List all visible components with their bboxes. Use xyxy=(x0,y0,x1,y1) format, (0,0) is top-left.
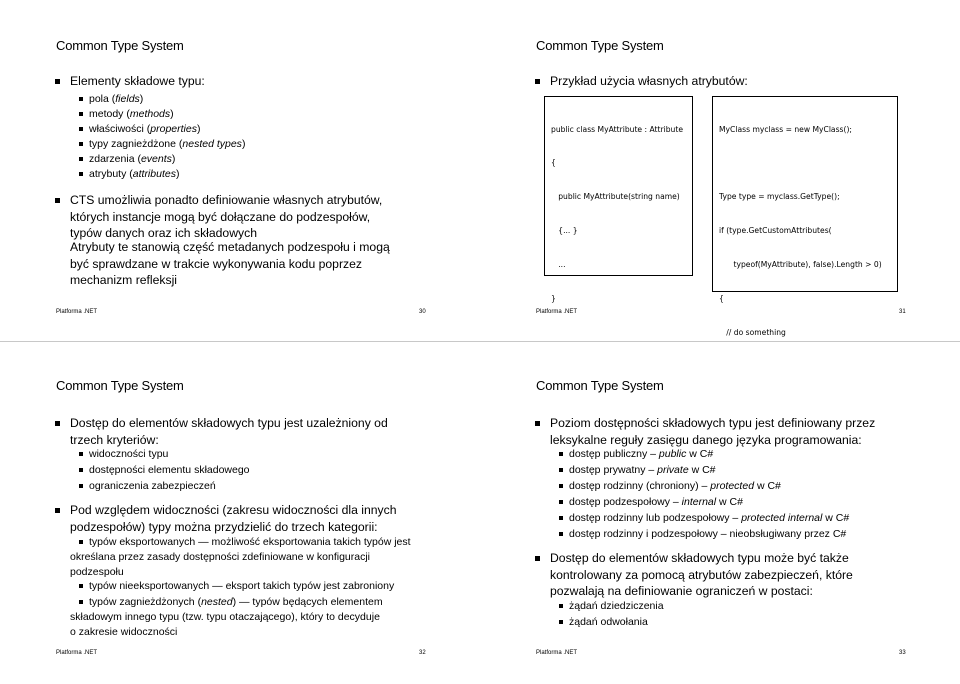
slide-32 xyxy=(0,342,480,684)
slide-title: Common Type System xyxy=(536,38,664,53)
code-block-attribute-definition: public class MyAttribute : Attribute { public MyAttribute(string name) {... } ... } xyxy=(544,96,693,276)
paragraph-metadata: Atrybuty te stanowią część metadanych podzespołu i mogą być sprawdzane w trakcie wykonywania kodu poprzez mechanizm refleksji xyxy=(70,240,390,287)
bullet-type-visibility: widoczności typu xyxy=(89,448,169,460)
bullet-events: zdarzenia (events) xyxy=(89,153,176,165)
slide-33 xyxy=(480,342,960,684)
bullet-non-exported-types: typów nieeksportowanych — eksport takich typów jest zabroniony xyxy=(89,580,395,592)
bullet-attributes: atrybuty (attributes) xyxy=(89,168,180,180)
bullet-protected-internal-access: dostęp rodzinny lub podzespołowy – protected internal w C# xyxy=(569,512,850,524)
bullet-internal-access: dostęp podzespołowy – internal w C# xyxy=(569,496,743,508)
slide-31 xyxy=(480,0,960,342)
bullet-exported-types: typów eksportowanych — możliwość eksportowania takich typów jest określana przez zasady dostępności zdefiniowane w konfiguracji podzespołu xyxy=(70,536,411,578)
slide-title: Common Type System xyxy=(536,378,664,393)
bullet-private-access: dostęp prywatny – private w C# xyxy=(569,464,716,476)
bullet-member-accessibility: dostępności elementu składowego xyxy=(89,464,250,476)
bullet-cts-attributes: CTS umożliwia ponadto definiowanie własnych atrybutów, których instancje mogą być dołączane do podzespołów, typów danych oraz ich składowych xyxy=(70,193,383,240)
page-number: 30 xyxy=(419,309,426,315)
footer-label: Platforma .NET xyxy=(536,309,578,315)
bullet-access-criteria: Dostęp do elementów składowych typu jest uzależniony od trzech kryteriów: xyxy=(70,416,388,447)
bullet-protected-access: dostęp rodzinny (chroniony) – protected w C# xyxy=(569,480,781,492)
bullet-properties: właściwości (properties) xyxy=(89,123,201,135)
bullet-nested-types: typów zagnieżdżonych (nested) — typów będących elementem składowym innego typu (tzw. typu otaczającego), który to decyduje o zakresie widoczności xyxy=(70,596,383,638)
code-block-attribute-usage: MyClass myclass = new MyClass(); Type type = myclass.GetType(); if (type.GetCustomAttributes( typeof(MyAttribute), false).Length > 0) { // do something xyxy=(712,96,898,292)
bullet-security-constraints: ograniczenia zabezpieczeń xyxy=(89,480,216,492)
slide-title: Common Type System xyxy=(56,378,184,393)
footer-label: Platforma .NET xyxy=(56,309,98,315)
bullet-public-access: dostęp publiczny – public w C# xyxy=(569,448,714,460)
footer-label: Platforma .NET xyxy=(56,650,98,656)
slide-title: Common Type System xyxy=(56,38,184,53)
bullet-security-attributes: Dostęp do elementów składowych typu może być także kontrolowany za pomocą atrybutów zabezpieczeń, które pozwalają na definiowanie ograniczeń w postaci: xyxy=(550,551,853,598)
bullet-methods: metody (methods) xyxy=(89,108,174,120)
page-number: 31 xyxy=(899,309,906,315)
bullet-accessibility-levels: Poziom dostępności składowych typu jest definiowany przez leksykalne reguły zasięgu danego języka programowania: xyxy=(550,416,876,447)
slide-30 xyxy=(0,0,480,342)
bullet-family-and-assembly-access: dostęp rodzinny i podzespołowy – nieobsługiwany przez C# xyxy=(569,528,847,540)
bullet-visibility-categories: Pod względem widoczności (zakresu widoczności dla innych podzespołów) typy można przydzielić do trzech kategorii: xyxy=(70,503,397,534)
footer-label: Platforma .NET xyxy=(536,650,578,656)
bullet-attribute-example: Przykład użycia własnych atrybutów: xyxy=(550,74,748,88)
page-number: 33 xyxy=(899,650,906,656)
bullet-link-demands: żądań odwołania xyxy=(569,616,648,628)
bullet-members: Elementy składowe typu: xyxy=(70,74,205,88)
bullet-nested-types: typy zagnieżdżone (nested types) xyxy=(89,138,246,150)
bullet-fields: pola (fields) xyxy=(89,93,144,105)
page-number: 32 xyxy=(419,650,426,656)
bullet-inheritance-demands: żądań dziedziczenia xyxy=(569,600,664,612)
